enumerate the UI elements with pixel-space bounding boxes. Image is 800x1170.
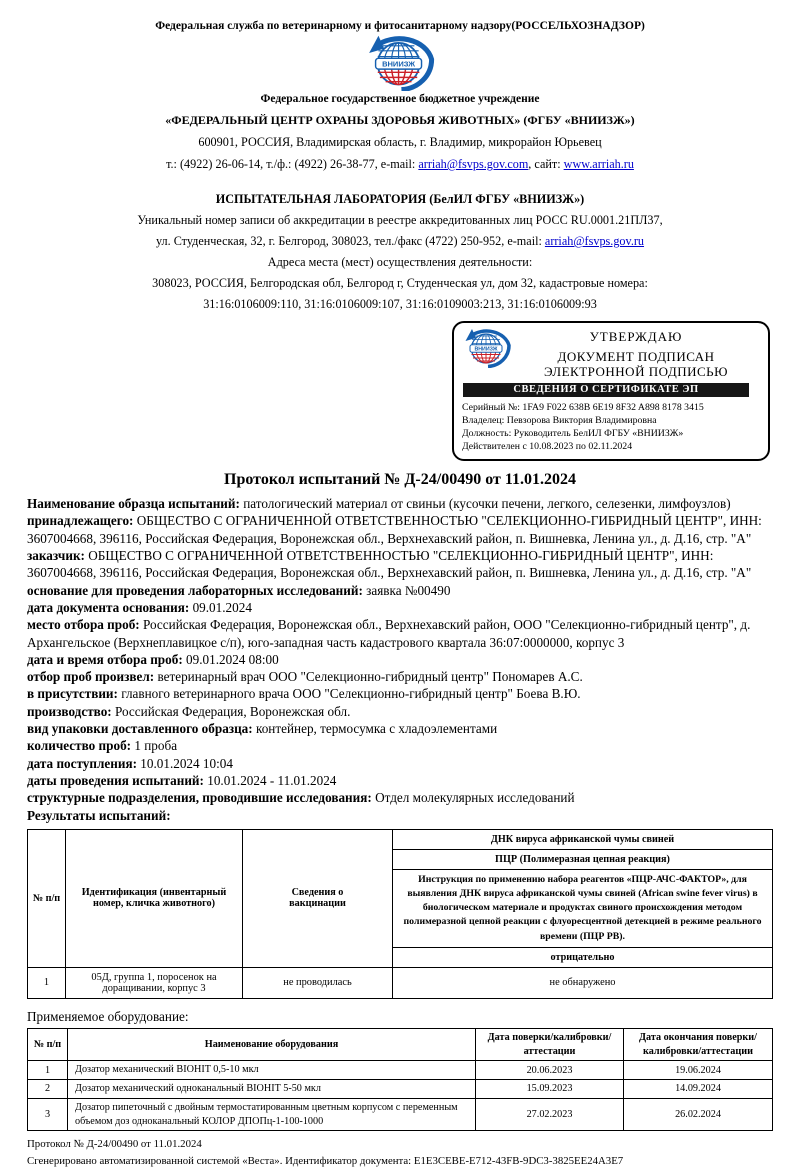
field-line	[27, 807, 773, 824]
footer-generated-note: Сгенерировано автоматизированной системой «Веста». Идентификатор документа: E1E3CEBE-E712-43FB-9DC3-3825EE24A3E7	[27, 1155, 624, 1168]
equipment-row	[28, 1080, 773, 1099]
equipment-table	[27, 1028, 773, 1132]
footer-protocol-number: Протокол № Д-24/00490 от 11.01.2024	[27, 1138, 202, 1151]
field-value: заявка №00490	[362, 582, 451, 598]
field-value: 10.01.2024 - 11.01.2024	[203, 772, 337, 788]
field-line	[27, 668, 773, 685]
field-line	[27, 772, 773, 789]
vniizh-logo	[27, 35, 773, 91]
equip-date: 27.02.2023	[476, 1098, 624, 1131]
field-line	[27, 685, 773, 702]
field-value: 09.01.2024 08:00	[182, 651, 279, 667]
results-method: ПЦР (Полимеразная цепная реакция)	[393, 849, 773, 869]
results-method-doc: Инструкция по применению набора реагентов «ПЦР-АЧС-ФАКТОР», для выявления ДНК вируса африканской чумы свиней (African swine fever virus) в биологическом материале и продуктах свиного происхождения методом полимеразной цепной реакции с флуоресцентной детекцией в режиме реального времени (ПЦР РВ).	[393, 869, 773, 947]
field-label: отбор проб произвел:	[27, 669, 155, 685]
field-value: ОБЩЕСТВО С ОГРАНИЧЕННОЙ ОТВЕТСТВЕННОСТЬЮ "СЕЛЕКЦИОННО-ГИБРИДНЫЙ ЦЕНТР", ИНН: 3607004668, 396116, Российская Федерация, Воронежская обл., Верхнехавский район, п. Вишневка, Ленина ул., д. Д.16, стр. "А"	[27, 513, 762, 546]
digital-signature-stamp	[452, 321, 770, 461]
equip-date: 20.06.2023	[476, 1061, 624, 1080]
field-line	[27, 737, 773, 754]
field-value: 09.01.2024	[189, 599, 252, 615]
field-value: Российская Федерация, Воронежская обл.	[111, 703, 351, 719]
field-line	[27, 789, 773, 806]
field-label: принадлежащего:	[27, 513, 134, 529]
field-label: дата и время отбора проб:	[27, 651, 183, 667]
stamp-approve: УТВЕРЖДАЮ	[589, 329, 683, 344]
equip-num: 2	[28, 1080, 68, 1099]
field-value: патологический материал от свиньи (кусочки печени, легкого, селезенки, лимфоузлов)	[239, 496, 731, 512]
result-num: 1	[28, 967, 66, 998]
field-label: вид упаковки доставленного образца:	[27, 721, 253, 737]
equip-date-end: 19.06.2024	[624, 1061, 773, 1080]
field-line	[27, 547, 773, 582]
equip-col-num: № п/п	[28, 1028, 68, 1061]
field-line	[27, 720, 773, 737]
protocol-title: Протокол испытаний № Д-24/00490 от 11.01.2024	[224, 471, 576, 489]
field-label: основание для проведения лабораторных исследований:	[27, 582, 363, 598]
lab-address-text: ул. Студенческая, 32, г. Белгород, 308023, тел./факс (4722) 250-952, e-mail:	[155, 234, 545, 248]
svg-text:ВНИИЗЖ: ВНИИЗЖ	[474, 346, 498, 353]
field-line	[27, 495, 773, 512]
field-line	[27, 512, 773, 547]
org-name: «ФЕДЕРАЛЬНЫЙ ЦЕНТР ОХРАНЫ ЗДОРОВЬЯ ЖИВОТНЫХ» (ФГБУ «ВНИИЗЖ»)	[165, 113, 635, 127]
activity-label: Адреса места (мест) осуществления деятельности:	[267, 255, 533, 269]
field-label: заказчик:	[27, 548, 85, 564]
field-label: дата поступления:	[27, 755, 137, 771]
equip-col-name: Наименование оборудования	[68, 1028, 476, 1061]
field-label: Результаты испытаний:	[27, 807, 171, 823]
equip-num: 3	[28, 1098, 68, 1131]
result-value: не обнаружено	[393, 967, 773, 998]
field-value: главного ветеринарного врача ООО "Селекционно-гибридный центр" Боева В.Ю.	[117, 686, 581, 702]
lab-accreditation: Уникальный номер записи об аккредитации в реестре аккредитованных лиц РОСС RU.0001.21ПЛ37,	[137, 213, 663, 227]
field-label: место отбора проб:	[27, 617, 140, 633]
org-email-link[interactable]: arriah@fsvps.gov.com	[418, 157, 529, 171]
cert-position: Должность: Руководитель БелИЛ ФГБУ «ВНИИЗЖ»	[462, 427, 684, 439]
equip-name: Дозатор механический BIOHIT 0,5-10 мкл	[68, 1061, 476, 1080]
results-col-num: № п/п	[28, 829, 66, 967]
results-norm: отрицательно	[393, 947, 773, 967]
stamp-signed-line2: ЭЛЕКТРОННОЙ ПОДПИСЬЮ	[544, 364, 728, 380]
org-type: Федеральное государственное бюджетное учреждение	[260, 93, 540, 105]
stamp-globe-icon	[462, 328, 512, 373]
cert-owner: Владелец: Певзорова Виктория Владимировна	[462, 414, 657, 426]
field-label: производство:	[27, 703, 112, 719]
globe-icon	[356, 35, 444, 91]
equip-date-end: 26.02.2024	[624, 1098, 773, 1131]
equip-num: 1	[28, 1061, 68, 1080]
field-value: Отдел молекулярных исследований	[371, 790, 575, 806]
cert-info-bar: СВЕДЕНИЯ О СЕРТИФИКАТЕ ЭП	[463, 383, 749, 397]
field-label: Наименование образца испытаний:	[27, 496, 240, 512]
field-label: в присутствии:	[27, 686, 118, 702]
cert-validity: Действителен с 10.08.2023 по 02.11.2024	[462, 441, 633, 453]
cadastral-numbers: 31:16:0106009:110, 31:16:0106009:107, 31:16:0109003:213, 31:16:0106009:93	[203, 297, 597, 311]
field-value: 1 проба	[131, 738, 178, 754]
equipment-row	[28, 1098, 773, 1131]
stamp-signed-line1: ДОКУМЕНТ ПОДПИСАН	[557, 349, 715, 364]
agency-header: Федеральная служба по ветеринарному и фитосанитарному надзору(РОССЕЛЬХОЗНАДЗОР)	[155, 20, 645, 32]
result-row	[28, 967, 773, 998]
field-label: структурные подразделения, проводившие исследования:	[27, 790, 372, 806]
contact-prefix: т.: (4922) 26-06-14, т./ф.: (4922) 26-38-77, e-mail:	[166, 157, 419, 171]
field-line	[27, 616, 773, 651]
equip-date-end: 14.09.2024	[624, 1080, 773, 1099]
org-address: 600901, РОССИЯ, Владимирская область, г. Владимир, микрорайон Юрьевец	[198, 135, 602, 149]
org-contacts	[27, 157, 773, 172]
field-value: ОБЩЕСТВО С ОГРАНИЧЕННОЙ ОТВЕТСТВЕННОСТЬЮ "СЕЛЕКЦИОННО-ГИБРИДНЫЙ ЦЕНТР", ИНН: 3607004668, 396116, Российская Федерация, Воронежская обл., Верхнехавский район, п. Вишневка, Ленина ул., д. Д.16, стр. "А"	[27, 548, 752, 581]
equip-date: 15.09.2023	[476, 1080, 624, 1099]
field-value: Российская Федерация, Воронежская обл., Верхнехавский район, ООО "Селекционно-гибридный центр", д. Архангельское (Верхнеплавицкое с/п), юго-западная часть кадастрового квартала 36:07:0000000, корпус 3	[27, 617, 751, 650]
field-value: 10.01.2024 10:04	[136, 755, 233, 771]
results-table	[27, 829, 773, 999]
field-line	[27, 599, 773, 616]
equipment-row	[28, 1061, 773, 1080]
field-label: количество проб:	[27, 738, 132, 754]
lab-name: ИСПЫТАТЕЛЬНАЯ ЛАБОРАТОРИЯ (БелИЛ ФГБУ «ВНИИЗЖ»)	[215, 192, 585, 206]
equip-name: Дозатор механический одноканальный BIOHIT 5-50 мкл	[68, 1080, 476, 1099]
equip-col-date: Дата поверки/калибровки/аттестации	[476, 1028, 624, 1061]
lab-address	[27, 234, 773, 249]
field-line	[27, 755, 773, 772]
field-line	[27, 651, 773, 668]
logo-text: ВНИИЗЖ	[382, 59, 416, 69]
field-line	[27, 582, 773, 599]
org-site-link[interactable]: www.arriah.ru	[563, 157, 634, 171]
field-label: даты проведения испытаний:	[27, 772, 204, 788]
activity-address: 308023, РОССИЯ, Белгородская обл, Белгород г, Студенческая ул, дом 32, кадастровые номера:	[152, 276, 648, 290]
equip-name: Дозатор пипеточный с двойным термостатированным цветным корпусом с переменным объемом доз одноканальный КОЛОР ДПОПц-1-100-1000	[68, 1098, 476, 1131]
field-value: контейнер, термосумка с хладоэлементами	[252, 721, 498, 737]
contact-mid: , сайт:	[528, 157, 564, 171]
result-id: 05Д, группа 1, поросенок на доращивании, корпус 3	[66, 967, 243, 998]
field-line	[27, 703, 773, 720]
field-value: ветеринарный врач ООО "Селекционно-гибридный центр" Пономарев А.С.	[154, 669, 583, 685]
results-col-vacc: Сведения о вакцинации	[243, 829, 393, 967]
cert-serial: Серийный №: 1FA9 F022 638B 6E19 8F32 A898 8178 3415	[462, 401, 704, 413]
protocol-fields	[27, 495, 773, 824]
result-vacc: не проводилась	[243, 967, 393, 998]
equip-col-date-end: Дата окончания поверки/калибровки/аттестации	[624, 1028, 773, 1061]
results-col-id: Идентификация (инвентарный номер, кличка животного)	[66, 829, 243, 967]
equipment-title: Применяемое оборудование:	[27, 1008, 189, 1024]
lab-email-link[interactable]: arriah@fsvps.gov.ru	[544, 234, 645, 248]
results-test-name: ДНК вируса африканской чумы свиней	[393, 829, 773, 849]
field-label: дата документа основания:	[27, 599, 190, 615]
